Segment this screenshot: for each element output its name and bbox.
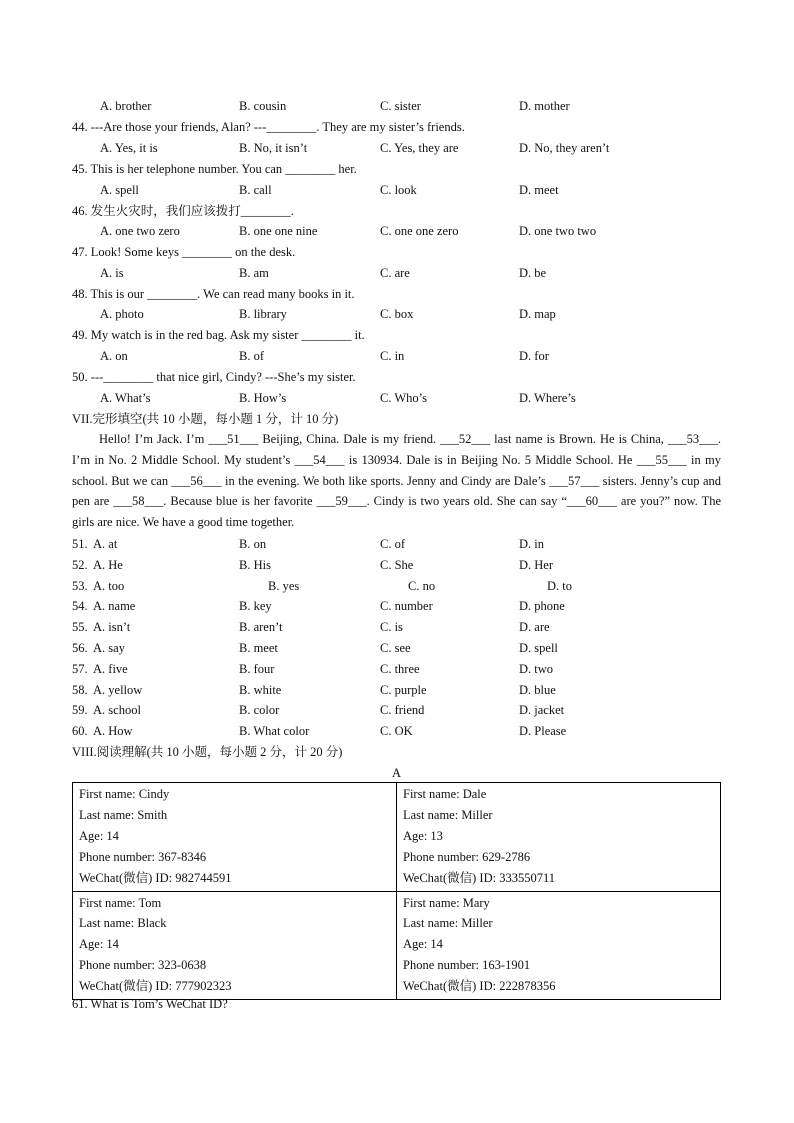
question-46: 46. 发生火灾时，我们应该拨打________. xyxy=(72,204,294,218)
option-c: C. box xyxy=(380,307,414,321)
option-b: B. am xyxy=(239,266,269,280)
option-a: A. school xyxy=(93,703,141,717)
item-number: 53. xyxy=(72,579,88,593)
option-b: B. cousin xyxy=(239,99,287,113)
phone-number: Phone number: 323-0638 xyxy=(79,958,207,973)
question-48: 48. This is our ________. We can read many books in it. xyxy=(72,287,355,301)
phone-number: Phone number: 629-2786 xyxy=(403,849,531,864)
age: Age: 14 xyxy=(79,937,119,952)
option-b: B. one one nine xyxy=(239,224,318,238)
item-number: 55. xyxy=(72,620,88,634)
option-b: B. white xyxy=(239,683,282,697)
cloze-item-55 xyxy=(72,619,732,635)
option-c: C. are xyxy=(380,266,410,280)
question-45: 45. This is her telephone number. You can ________ her. xyxy=(72,162,357,176)
question-49: 49. My watch is in the red bag. Ask my sister ________ it. xyxy=(72,328,365,342)
option-c: C. of xyxy=(380,537,405,551)
option-a: A. five xyxy=(93,662,128,676)
option-b: B. meet xyxy=(239,641,278,655)
option-d: D. one two two xyxy=(519,224,597,238)
question-43-options xyxy=(72,98,732,114)
age: Age: 14 xyxy=(79,828,119,843)
option-d: D. No, they aren’t xyxy=(519,141,610,155)
question-61: 61. What is Tom’s WeChat ID? xyxy=(72,997,228,1011)
last-name: Last name: Miller xyxy=(403,807,493,822)
option-a: A. is xyxy=(100,266,124,280)
first-name: First name: Dale xyxy=(403,787,487,801)
cloze-passage-text: Hello! I’m Jack. I’m ___51___ Beijing, China. Dale is my friend. ___52___ last name is Brown. He is China, ___53___. I’m in No. 2 Middle School. My student’s ___54___ is 130934. Dale is in Beijing No. 5 Middle School. He ___55___ in my school. But we can ___56___ in the evening. We both like sports. Jenny and Cindy are Dale’s ___57___ sisters. Jenny’s cup and pen are ___58___. Because blue is her favorite ___59___. Cindy is two years old. She can say “___60___ are you?” now. The girls are nice. We have a good time together. xyxy=(72,432,721,530)
option-c: C. three xyxy=(380,662,420,676)
option-d: D. for xyxy=(519,349,549,363)
wechat-id: WeChat(微信) ID: 982744591 xyxy=(79,870,232,885)
option-a: A. photo xyxy=(100,307,144,321)
option-d: D. jacket xyxy=(519,703,565,717)
question-49-options xyxy=(72,348,732,364)
option-b: B. His xyxy=(239,558,271,572)
option-b: B. yes xyxy=(268,579,300,593)
option-a: A. too xyxy=(93,579,125,593)
question-44-options xyxy=(72,140,732,156)
option-a: A. at xyxy=(93,537,118,551)
question-50: 50. ---________ that nice girl, Cindy? ---She’s my sister. xyxy=(72,370,356,384)
cloze-item-57 xyxy=(72,661,732,677)
question-47-options xyxy=(72,265,732,281)
profile-card-tom xyxy=(73,891,397,1000)
option-c: C. Yes, they are xyxy=(380,141,459,155)
cloze-item-59 xyxy=(72,702,732,718)
option-d: D. blue xyxy=(519,683,556,697)
option-c: C. Who’s xyxy=(380,391,427,405)
option-c: C. see xyxy=(380,641,411,655)
age: Age: 14 xyxy=(403,937,443,952)
cloze-item-52 xyxy=(72,557,732,573)
option-c: C. friend xyxy=(380,703,425,717)
option-c: C. no xyxy=(408,579,436,593)
phone-number: Phone number: 367-8346 xyxy=(79,849,207,864)
option-d: D. map xyxy=(519,307,556,321)
option-d: D. phone xyxy=(519,599,565,613)
profile-card-mary xyxy=(397,891,721,1000)
question-48-options xyxy=(72,306,732,322)
item-number: 56. xyxy=(72,641,88,655)
option-c: C. in xyxy=(380,349,405,363)
option-d: D. are xyxy=(519,620,550,634)
item-number: 52. xyxy=(72,558,88,572)
first-name: First name: Tom xyxy=(79,895,162,910)
question-46-options xyxy=(72,223,732,239)
option-c: C. She xyxy=(380,558,414,572)
profile-card-dale xyxy=(397,783,721,892)
option-a: A. on xyxy=(100,349,128,363)
option-b: B. No, it isn’t xyxy=(239,141,308,155)
option-b: B. call xyxy=(239,183,272,197)
profile-cards-table xyxy=(72,782,721,1000)
cloze-item-60 xyxy=(72,723,732,739)
option-d: D. mother xyxy=(519,99,570,113)
option-c: C. OK xyxy=(380,724,413,738)
option-d: D. Where’s xyxy=(519,391,576,405)
item-number: 51. xyxy=(72,537,88,551)
option-c: C. sister xyxy=(380,99,421,113)
phone-number: Phone number: 163-1901 xyxy=(403,958,531,973)
option-a: A. brother xyxy=(100,99,152,113)
option-d: D. Please xyxy=(519,724,567,738)
cloze-item-51 xyxy=(72,536,732,552)
option-c: C. is xyxy=(380,620,403,634)
item-number: 59. xyxy=(72,703,88,717)
option-a: A. say xyxy=(93,641,125,655)
question-45-options xyxy=(72,182,732,198)
cloze-item-58 xyxy=(72,682,732,698)
item-number: 57. xyxy=(72,662,88,676)
item-number: 54. xyxy=(72,599,88,613)
age: Age: 13 xyxy=(403,828,443,843)
option-c: C. number xyxy=(380,599,433,613)
option-c: C. one one zero xyxy=(380,224,459,238)
option-a: A. spell xyxy=(100,183,139,197)
profile-card-cindy xyxy=(73,783,397,892)
cloze-item-54 xyxy=(72,598,732,614)
option-b: B. key xyxy=(239,599,272,613)
option-b: B. What color xyxy=(239,724,310,738)
option-d: D. Her xyxy=(519,558,554,572)
option-b: B. aren’t xyxy=(239,620,283,634)
section-8-heading: VIII.阅读理解(共 10 小题，每小题 2 分，计 20 分) xyxy=(72,745,343,759)
last-name: Last name: Miller xyxy=(403,916,493,931)
question-47: 47. Look! Some keys ________ on the desk. xyxy=(72,245,296,259)
option-d: D. be xyxy=(519,266,547,280)
option-d: D. to xyxy=(547,579,572,593)
option-b: B. color xyxy=(239,703,280,717)
last-name: Last name: Black xyxy=(79,916,167,931)
first-name: First name: Cindy xyxy=(79,787,170,801)
option-c: C. purple xyxy=(380,683,427,697)
option-d: D. meet xyxy=(519,183,559,197)
passage-a-label: A xyxy=(391,766,402,780)
wechat-id: WeChat(微信) ID: 222878356 xyxy=(403,979,556,994)
option-a: A. Yes, it is xyxy=(100,141,158,155)
wechat-id: WeChat(微信) ID: 777902323 xyxy=(79,979,232,994)
option-b: B. library xyxy=(239,307,287,321)
option-a: A. What’s xyxy=(100,391,151,405)
last-name: Last name: Smith xyxy=(79,807,168,822)
option-b: B. of xyxy=(239,349,264,363)
wechat-id: WeChat(微信) ID: 333550711 xyxy=(403,870,555,885)
option-a: A. one two zero xyxy=(100,224,180,238)
item-number: 58. xyxy=(72,683,88,697)
question-44: 44. ---Are those your friends, Alan? ---________. They are my sister’s friends. xyxy=(72,120,465,134)
option-b: B. on xyxy=(239,537,267,551)
cloze-passage xyxy=(72,429,721,533)
option-a: A. isn’t xyxy=(93,620,131,634)
option-c: C. look xyxy=(380,183,417,197)
question-50-options xyxy=(72,390,732,406)
option-d: D. two xyxy=(519,662,554,676)
section-7-heading: VII.完形填空(共 10 小题，每小题 1 分，计 10 分) xyxy=(72,412,339,426)
cloze-item-56 xyxy=(72,640,732,656)
option-d: D. spell xyxy=(519,641,558,655)
option-d: D. in xyxy=(519,537,544,551)
first-name: First name: Mary xyxy=(403,895,490,910)
cloze-item-53 xyxy=(72,578,732,594)
option-b: B. How’s xyxy=(239,391,287,405)
option-a: A. How xyxy=(93,724,133,738)
option-b: B. four xyxy=(239,662,275,676)
item-number: 60. xyxy=(72,724,88,738)
option-a: A. He xyxy=(93,558,123,572)
option-a: A. name xyxy=(93,599,136,613)
option-a: A. yellow xyxy=(93,683,143,697)
